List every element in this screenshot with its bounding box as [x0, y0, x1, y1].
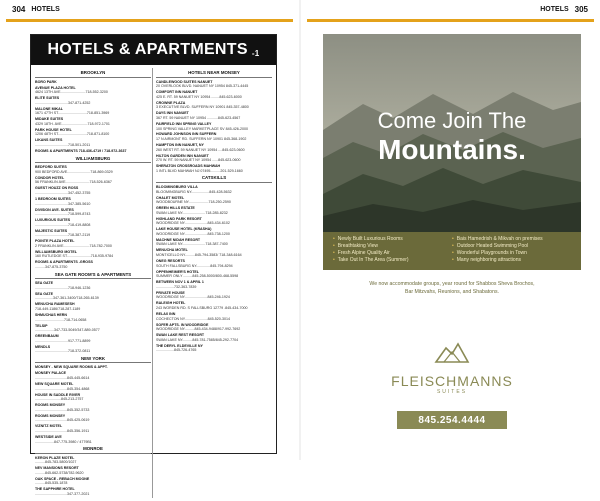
listing-detail: .................................917-771-8899 [35, 338, 91, 343]
listing-detail: SWAN LAKE NY.......................718-285-8232 [156, 210, 228, 215]
listing-entry [35, 186, 151, 195]
listing-detail: ..........845-783-5800/1027 [35, 460, 77, 465]
listing-detail: 4624 13TH AVE.........................718-552-3200 [35, 90, 108, 95]
listing-detail: 900 BEDFORD AVE.......................718-869-0329 [35, 169, 113, 174]
listing-detail: 56 FRANKLIN AVE........................718-526-6367 [35, 180, 112, 185]
listing-name: TELSIP [35, 323, 48, 328]
amenity-item: • Outdoor Heated Swimming Pool [452, 243, 571, 250]
brand-name: FLEISCHMANNS [391, 373, 513, 389]
listing-entry [156, 344, 272, 353]
listing-name: DIVISION AVE. SUITES [35, 207, 74, 212]
banner-title: HOTELS & APARTMENTS [47, 41, 248, 58]
listing-entry [35, 414, 151, 423]
listing-entry [156, 238, 272, 247]
banner-suffix: -1 [251, 48, 260, 58]
listing-entry [35, 138, 151, 147]
listing-entry [35, 197, 151, 206]
listing-name: KERON PLAZE MOTEL [35, 455, 75, 460]
listing-detail: SWAN LAKE NY.......................718-387-7400 [156, 242, 228, 247]
listing-detail: BLOOMINGBURG NY..................845-428-5632 [156, 189, 232, 194]
listing-detail: SOUTH FALLSBURG NY..............845-794-8294 [156, 263, 233, 268]
listing-name: LIKANS SUITES [35, 138, 63, 143]
left-page-header [6, 0, 293, 22]
listing-name: ELITE SUITES [35, 96, 60, 101]
listing-entry [156, 185, 272, 194]
listing-name: MAJESTIC SUITES [35, 228, 68, 233]
listing-entry [35, 149, 151, 154]
listing-name: AVENUE PLAZA HOTEL [35, 85, 76, 90]
ad-tagline-line-2: Bar Mitzvahs, Reunions, and Shabatons. [404, 289, 499, 295]
listing-entry [35, 250, 151, 259]
listing-name: MENUCHA RAMESESH [35, 302, 75, 307]
listing-detail: COCHECTON NY.......................845-520-3014 [156, 316, 230, 321]
directory-banner [31, 35, 276, 65]
listing-entry [35, 86, 151, 95]
amenity-item: • Take Out In The Area (Summer) [333, 257, 452, 264]
listing-entry [35, 456, 151, 465]
listing-detail: ................................845-352-5733 [35, 407, 90, 412]
listing-detail: 100 SPRING VALLEY MARKETPLACE SV 845-426-2000 [156, 126, 248, 131]
listing-name: NEV MANSIONS RESORT [35, 466, 79, 471]
mountain-hero [323, 34, 581, 232]
listing-entry [35, 466, 151, 475]
listing-name: SOFER APTS. IN WOODRIDGE [156, 322, 209, 327]
listing-entry [156, 323, 272, 332]
amenities-bar [323, 232, 581, 270]
listing-name: SHMUCHAS HERN [35, 312, 67, 317]
amenity-item: • Newly Built Luxurious Rooms [333, 236, 452, 243]
section-heading: HOTELS NEAR MONSEY [156, 71, 272, 78]
section-heading: NEW YORK [35, 357, 151, 364]
right-page-number: 305 [574, 5, 588, 14]
listing-detail: 270 W. RT. 59 NANUET NY 10954 ......845-623-0600 [156, 158, 241, 163]
listing-entry [156, 259, 272, 268]
listing-name: HILTON GARDEN INN NANUET [156, 153, 209, 158]
brand-subtitle: SUITES [436, 389, 468, 395]
listing-detail: 20 OVERLOOK BLVD. NANUET NY 10954 845-371-4445 [156, 84, 249, 89]
listing-detail: ................................347-377-2021 [35, 492, 90, 497]
listing-name: HIGHLAND PARK RESORT [156, 216, 202, 221]
listing-entry [35, 365, 151, 370]
fleischmanns-logo [323, 338, 581, 395]
amenity-item: • Breathtaking View [333, 243, 452, 250]
listing-entry [35, 260, 151, 269]
listing-detail: ................................845-356-1911 [35, 428, 90, 433]
section-heading: CATSKILLS [156, 176, 272, 183]
listing-name: BETWEEN NOV 1 & APRIL 1 [156, 280, 204, 285]
listing-detail: SWAN LAKE NY..........845-781-7585/845-292-7704 [156, 337, 239, 342]
listing-detail: .................................718-419-8808 [35, 222, 91, 227]
directory-column-right [152, 68, 272, 498]
listing-detail: ..........347-875-3750 [35, 265, 68, 270]
section-heading: BROOKLYN [35, 71, 151, 78]
listing-name: RALEIGH HOTEL [156, 301, 186, 306]
listing-detail: .................................347-385-5610 [35, 201, 91, 206]
listing-detail: .................................718-387-2119 [35, 233, 91, 238]
listing-entry [156, 132, 272, 141]
listing-name: ROOMS MONSEY [35, 413, 66, 418]
listing-name: ROOMS & APARTMENTS 718-436-4719 / 718-972-3637 [35, 149, 127, 154]
listing-name: THE SAPPHIRE HOTEL [35, 487, 75, 492]
amenity-item: • Wonderful Playgrounds in Town [452, 250, 571, 257]
listing-entry [156, 143, 272, 152]
listing-name: MONSEY PALACE [35, 371, 67, 376]
listing-name: HOWARD JOHNSON INN SUFFERN [156, 132, 217, 137]
listing-name: NEW SQUARE MOTEL [35, 382, 74, 387]
listing-entry [156, 301, 272, 310]
listing-detail: 260 WEST RT. 59 NANUET NY 10954 ....845-623-0600 [156, 147, 245, 152]
listing-detail: WOODBOURNE NY....................718-250-2590 [156, 200, 231, 205]
listing-detail: WOODRIDGE NY.......................845-434-6102 [156, 221, 230, 226]
listing-name: SEA GATE [35, 291, 53, 296]
listing-name: MIDAKE SUITES [35, 117, 64, 122]
hotel-advertisement [323, 34, 581, 454]
listing-name: THE DERYL ELDEVILLE NY [156, 343, 203, 348]
listing-name: VIZNITZ MOTEL [35, 424, 63, 429]
directory-columns [31, 65, 276, 501]
directory-box [30, 34, 277, 497]
listing-name: BEDFORD SUITES [35, 165, 67, 170]
listing-name: HOUSE IN SADDLE RIVER [35, 392, 81, 397]
listing-name: GREENBAUM [35, 334, 59, 339]
listing-entry [35, 239, 151, 248]
listing-detail: 2 FRANKLIN AVE..........................718-782-7000 [35, 243, 112, 248]
listing-entry [156, 312, 272, 321]
listing-entry [35, 477, 151, 486]
listing-detail: .............................718-714-0658 [35, 317, 87, 322]
listing-name: MALONE MIKAL [35, 106, 63, 111]
listing-name: CONDOR HOTEL [35, 175, 65, 180]
listing-name: ROOMS & APARTMENTS -GROSS [35, 260, 93, 265]
listing-detail: 425 E. RT. 59 NANUET NY 10954 ........845-623-6000 [156, 94, 242, 99]
listing-entry [35, 281, 151, 290]
listing-name: ROOMS MONSEY [35, 403, 66, 408]
amenities-list-left [333, 236, 452, 266]
listing-name: GUEST HOUZZ ON ROSS [35, 186, 79, 191]
right-page-header [307, 0, 594, 22]
listing-detail: WOODRIDGE NY.......................845-246-1924 [156, 295, 230, 300]
listing-detail: 718-449-1186/718-287-1189 [35, 306, 81, 311]
listing-entry [35, 334, 151, 343]
listing-detail: ..........................845-213-2757 [35, 397, 84, 402]
listing-name: LUXURIOUS SUITES [35, 218, 71, 223]
phone-number-badge: 845.254.4444 [397, 411, 507, 429]
amenities-list-right [452, 236, 571, 266]
listing-entry [156, 270, 272, 279]
listing-name: MACHNE NIDAH RESORT [156, 237, 201, 242]
listing-entry [156, 80, 272, 89]
listing-detail: .................................718-599-8743 [35, 212, 91, 217]
listing-detail: WOODRIDGE NY.......................845-738-1200 [156, 231, 230, 236]
listing-detail: 3 EXECUTIVE BLVD. SUFFERN NY 10901 845-357-4800 [156, 105, 249, 110]
listing-entry [35, 229, 151, 238]
listing-detail: .................................718-501-2011 [35, 143, 91, 148]
listing-name: SEA GATE [35, 281, 53, 286]
listing-name: SHERATON CROSSROADS MAHWAH [156, 164, 221, 169]
listing-entry [156, 164, 272, 173]
right-section-name: HOTELS [540, 6, 569, 13]
listing-detail: ..................732-363-7839 [156, 284, 197, 289]
mountain-logo-icon [434, 338, 470, 364]
listing-detail: SUMMER ONLY .........845-258-5000/800-468-5598 [156, 274, 239, 279]
section-heading: SEA GATE ROOM'S & APARTMENTS [35, 273, 151, 280]
listing-detail: .................................347-452-3755 [35, 190, 91, 195]
listing-name: FAIRFIELD INN SPRING VALLEY [156, 121, 212, 126]
amenity-item: • Fresh Alpine Quality Air [333, 250, 452, 257]
listing-entry [156, 122, 272, 131]
amenity-item: • Bais Hamedrish & Mikvah on premises [452, 236, 571, 243]
listing-detail: 17 N AIRMONT RD. SUFFERN NY 10901 845-368-1902 [156, 137, 247, 142]
listing-name: BLOOMINGBURG VILLA [156, 185, 198, 189]
listing-entry [35, 208, 151, 217]
listing-name: COMFORT INN NANUET [156, 90, 198, 95]
listing-detail: ...................847-775-3980 / 4779B1 [35, 439, 92, 444]
ad-tagline-line-1: We now accommodate groups, year round for Shabbos Sheva Brochos, [369, 281, 535, 287]
listing-entry [35, 80, 151, 85]
listing-name: GREEN HILLS ESTATE [156, 206, 195, 211]
listing-name: CROWNE PLAZA [156, 100, 186, 105]
listing-entry [35, 393, 151, 402]
listing-name: MONSEY - NEW SQUARE ROOMS & APPT. [35, 365, 108, 370]
listing-detail: ...................347-733-5049/347-889-0577 [35, 328, 100, 333]
listing-name: OAK SPACE - REBACH MOONE [35, 476, 90, 481]
section-heading: WILLIAMSBURG [35, 157, 151, 164]
listing-detail: ..................347-361-3400/718-265-6139 [35, 296, 99, 301]
listing-entry [35, 96, 151, 105]
listing-detail: .................................347-871-4252 [35, 100, 91, 105]
listing-detail: .................................718-946-1236 [35, 285, 91, 290]
listing-entry [156, 217, 272, 226]
listing-detail: WOODRIDGE NY..........845-434-9488/917-992-7692 [156, 327, 241, 332]
listing-name: 1 BEDROOM SUITES [35, 196, 71, 201]
listing-entry [35, 107, 151, 116]
listing-detail: .................................718-372-0811 [35, 349, 91, 354]
listing-name: DAYS INN NANUET [156, 111, 189, 116]
listing-detail: ................................845-445-6614 [35, 376, 90, 381]
listing-entry [156, 248, 272, 257]
listing-name: WESTSIDE AVE [35, 434, 62, 439]
listing-name: OPPENHEIMER'S HOTEL [156, 269, 199, 274]
listing-name: BORO PARK [35, 79, 57, 84]
listing-entry [156, 291, 272, 300]
ad-headline-line-2: Mountains. [378, 134, 526, 165]
listing-entry [35, 487, 151, 496]
page-gutter [299, 0, 301, 460]
listing-entry [35, 302, 151, 311]
listing-entry [156, 154, 272, 163]
listing-entry [156, 280, 272, 289]
listing-detail: ................................845-354-4868 [35, 386, 90, 391]
listing-name: RELAX INN [156, 311, 176, 316]
listing-entry [35, 435, 151, 444]
listing-name: PRIVATE HOUSE [156, 290, 185, 295]
listing-detail: ..........845-535-1878 [35, 481, 68, 486]
listing-entry [156, 101, 272, 110]
listing-entry [35, 382, 151, 391]
listing-detail: 243 WORDEN RD. S FALLSBURG 12779 .845-434-7000 [156, 305, 248, 310]
directory-column-left [35, 68, 151, 498]
listing-entry [156, 111, 272, 120]
listing-detail: 367 RT. 59 NANUET NY 10954 ...........845-623-4567 [156, 115, 241, 120]
listing-name: WILLIAMSBURG MOTEL [35, 249, 77, 254]
listing-entry [156, 227, 272, 236]
listing-name: POINTE PLAZA HOTEL [35, 239, 75, 244]
listing-name: MENDLS [35, 344, 51, 349]
listing-entry [35, 176, 151, 185]
listing-entry [35, 424, 151, 433]
section-heading: MONROE [35, 447, 151, 454]
listing-entry [156, 206, 272, 215]
listing-entry [35, 324, 151, 333]
listing-entry [35, 371, 151, 380]
listing-detail: MONTICELLO NY..........845-794-3583/ 718-348-6164 [156, 253, 242, 258]
listing-entry [35, 117, 151, 126]
listing-detail: ................................845-425-0619 [35, 418, 90, 423]
ad-tagline [323, 280, 581, 296]
listing-entry [35, 292, 151, 301]
listing-entry [156, 333, 272, 342]
left-page-number: 304 [12, 5, 26, 14]
listing-detail: 1 INTL BLVD MAHWAH NJ 07495..........201-529-1660 [156, 168, 243, 173]
listing-name: ONEG RESORTS [156, 259, 185, 264]
listing-entry [156, 196, 272, 205]
listing-entry [35, 313, 151, 322]
listing-name: SWAN LAKE REST RESORT [156, 333, 205, 338]
listing-name: HAMPTON INN NANUET, NY [156, 143, 204, 148]
ad-headline-line-1: Come Join The [377, 108, 527, 133]
listing-detail: 1206 48TH ST.............................718-871-8100 [35, 132, 110, 137]
listing-name: LAKE HOUSE HOTEL (KRASHA) [156, 227, 212, 232]
listing-name: MENUCHA MOTEL [156, 248, 188, 253]
listing-entry [35, 345, 151, 354]
listing-entry [156, 90, 272, 99]
listing-name: PARK HOUSE HOTEL [35, 127, 72, 132]
listing-detail: ..........845-662-5738/782-9620 [35, 470, 84, 475]
listing-name: CHALET MOTEL [156, 195, 185, 200]
listing-name: CANDLEWOOD SUITES NANUET [156, 79, 213, 84]
listing-detail: ..................845-726-4765 [156, 348, 197, 353]
listing-detail: 1671 47TH ST.............................718-851-3969 [35, 111, 110, 116]
listing-detail: 4329 18TH. AVE..........................718-972-1701 [35, 121, 110, 126]
amenity-item: • Many neighboring attractions [452, 257, 571, 264]
listing-entry [35, 128, 151, 137]
left-section-name: HOTELS [31, 6, 60, 13]
listing-entry [35, 165, 151, 174]
listing-entry [35, 218, 151, 227]
listing-entry [35, 403, 151, 412]
listing-detail: 160 RUTLEDGE ST........................718-935-9784 [35, 254, 114, 259]
